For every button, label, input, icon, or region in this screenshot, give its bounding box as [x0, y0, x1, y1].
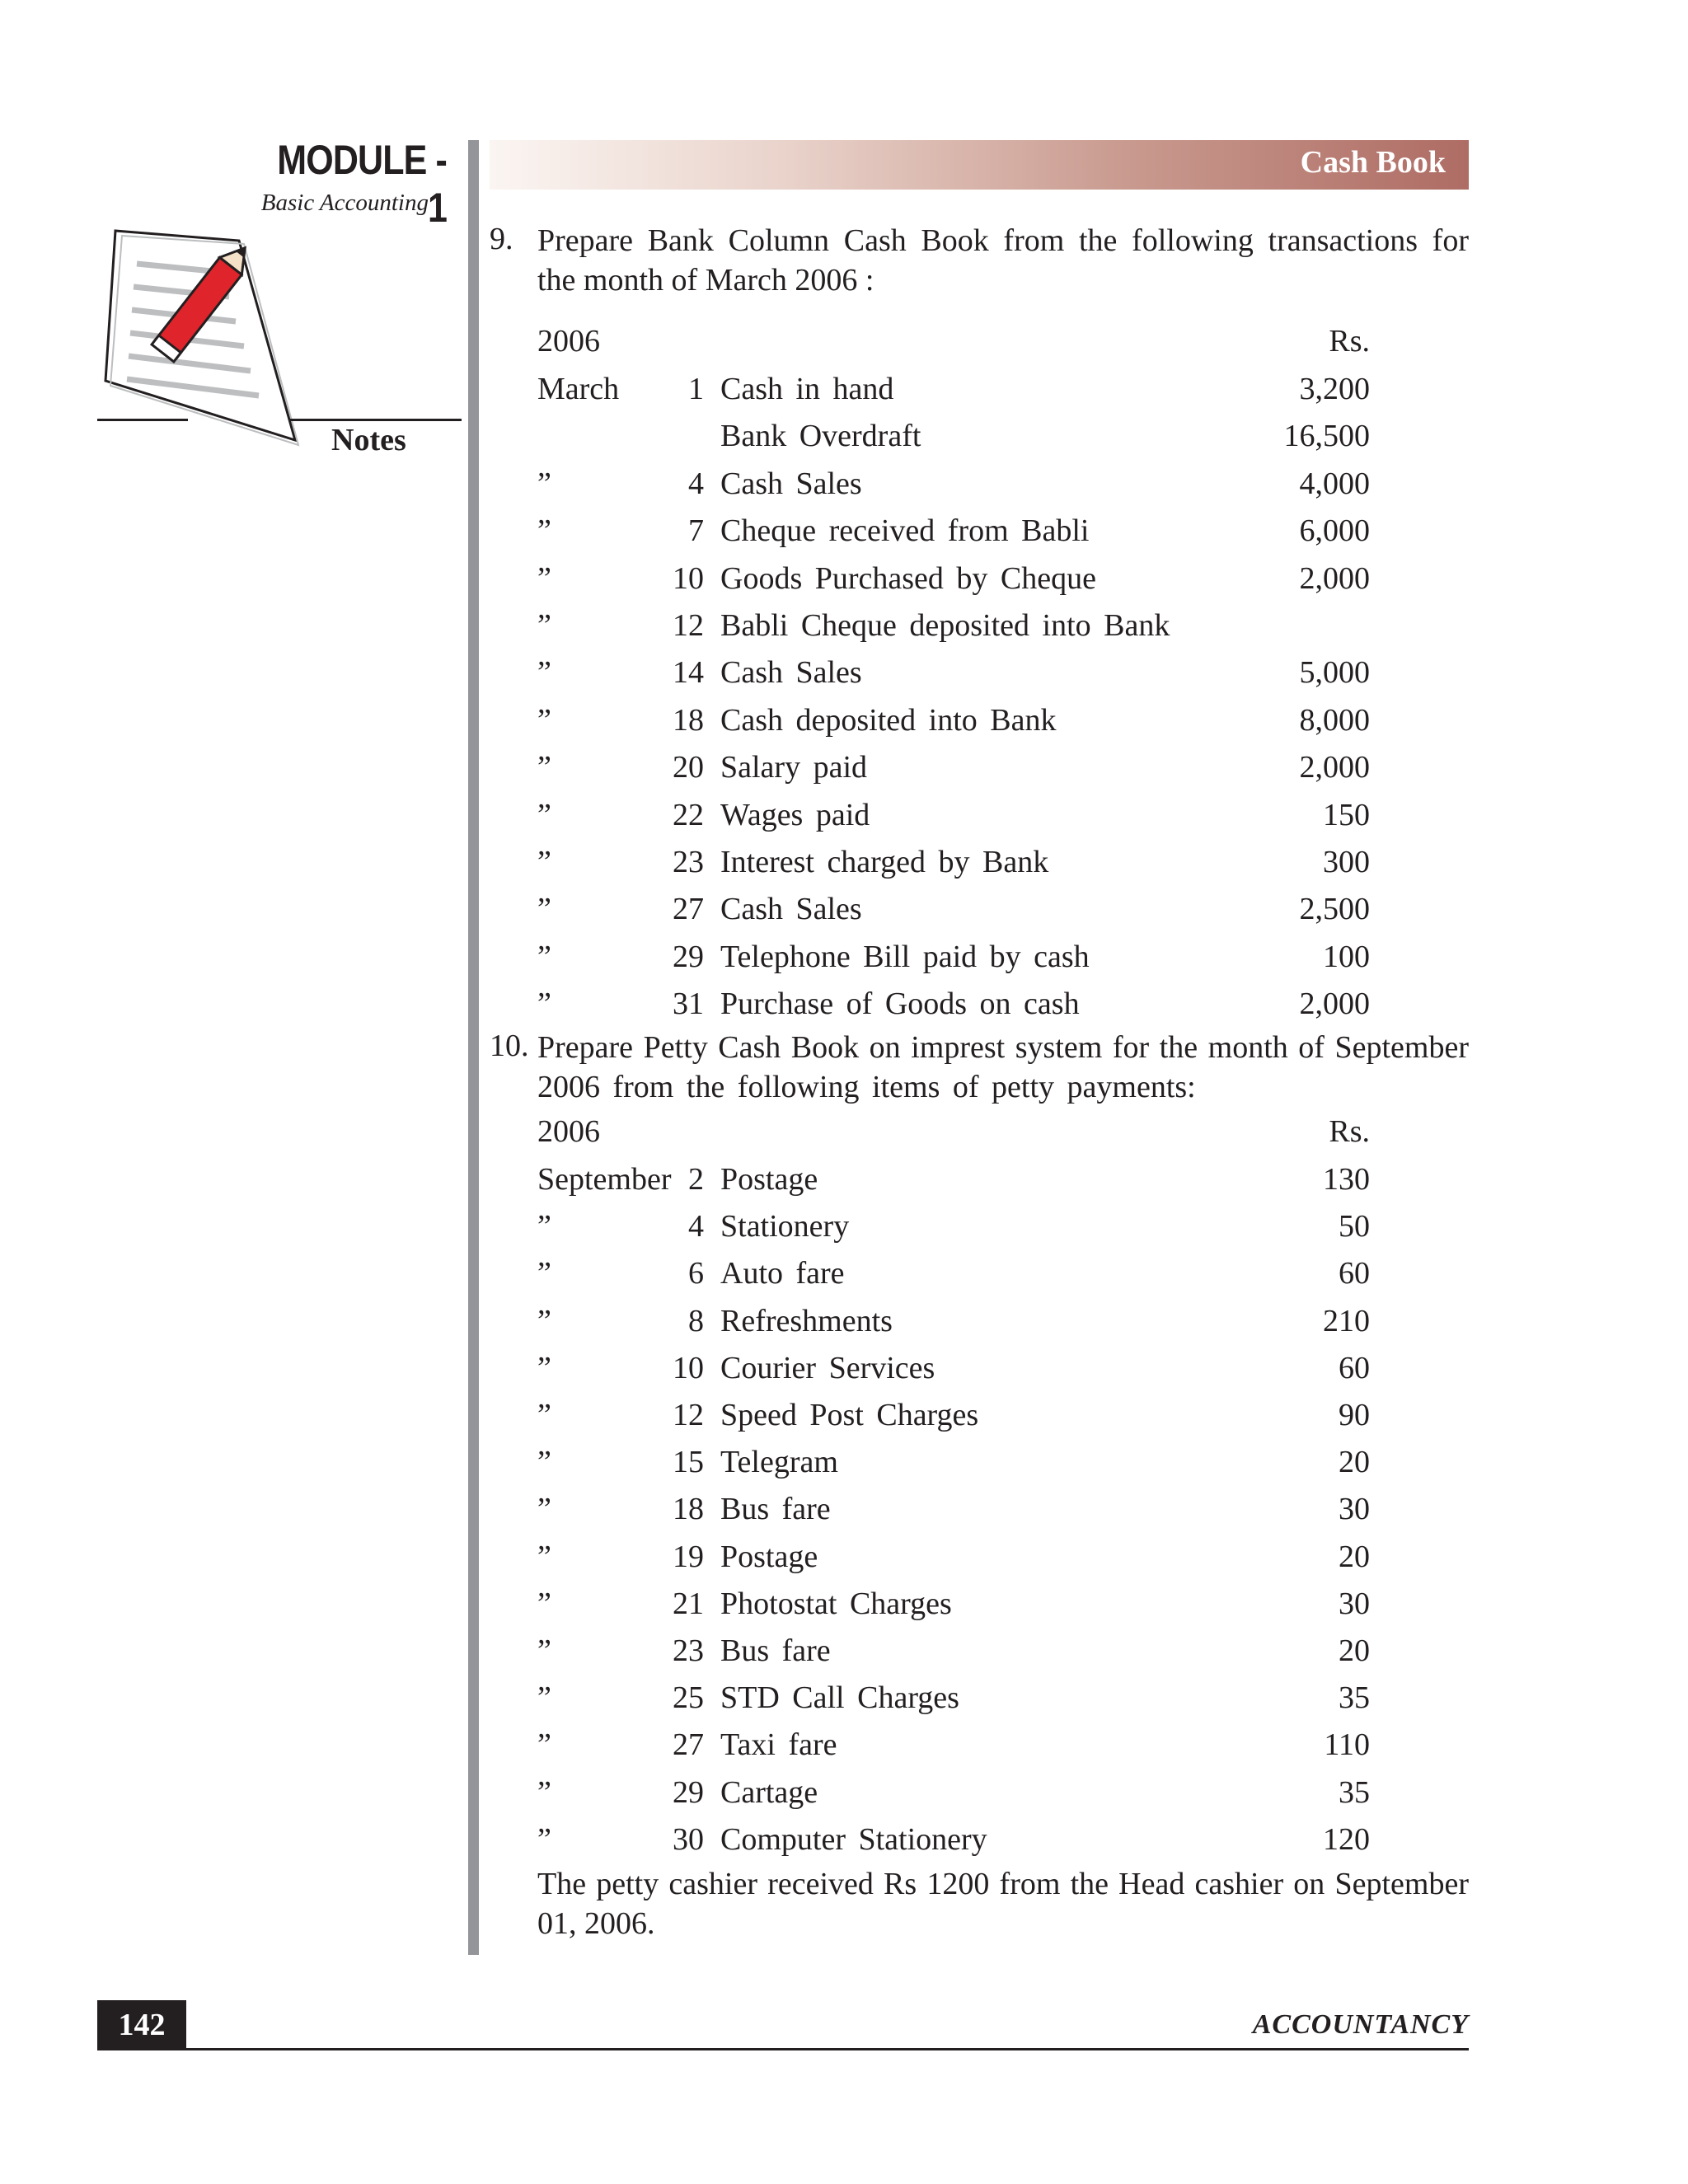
row-amount: 210	[1323, 1303, 1370, 1338]
row-description: Interest charged by Bank	[720, 845, 1049, 879]
row-description: Postage	[720, 1539, 818, 1574]
row-description: Cartage	[720, 1774, 818, 1810]
row-description: Goods Purchased by Cheque	[720, 560, 1096, 596]
table-row	[537, 1397, 1370, 1440]
row-description: Purchase of Goods on cash	[720, 987, 1080, 1022]
row-amount: 5,000	[1299, 655, 1370, 691]
row-description: Cheque received from Babli	[720, 513, 1090, 549]
row-day: 31	[673, 987, 704, 1022]
q9-header-row	[537, 323, 1370, 366]
row-month: ”	[537, 1633, 551, 1668]
row-month: ”	[537, 1727, 551, 1763]
q9-year: 2006	[537, 324, 600, 359]
table-row	[537, 513, 1370, 555]
row-month: ”	[537, 1586, 551, 1621]
row-day: 4	[688, 1209, 704, 1244]
module-subtitle: Basic Accounting	[260, 190, 429, 216]
row-amount: 35	[1339, 1774, 1370, 1810]
q10-line2: 2006 from the following items of petty payments:	[537, 1070, 1196, 1104]
row-month: ”	[537, 608, 551, 643]
row-description: Bus fare	[720, 1492, 831, 1527]
row-month: ”	[537, 1539, 551, 1574]
row-amount: 20	[1339, 1539, 1370, 1574]
table-row	[537, 1161, 1370, 1204]
notes-pencil-icon	[97, 224, 320, 463]
row-month: ”	[537, 1303, 551, 1338]
table-row	[537, 371, 1370, 414]
row-amount: 20	[1339, 1633, 1370, 1668]
row-description: Bus fare	[720, 1633, 831, 1668]
q10-currency: Rs.	[1329, 1114, 1370, 1149]
notes-rule-left	[97, 419, 188, 421]
row-day: 19	[673, 1539, 704, 1574]
row-description: Cash Sales	[720, 892, 862, 927]
q9-currency: Rs.	[1329, 324, 1370, 359]
row-amount: 60	[1339, 1350, 1370, 1385]
row-month: ”	[537, 797, 551, 832]
row-day: 27	[673, 892, 704, 927]
table-row	[537, 1539, 1370, 1582]
table-row	[537, 1821, 1370, 1864]
row-amount: 16,500	[1283, 419, 1370, 454]
row-month: ”	[537, 892, 551, 927]
row-description: Babli Cheque deposited into Bank	[720, 608, 1170, 643]
row-description: Bank Overdraft	[720, 419, 921, 454]
row-amount: 2,000	[1299, 750, 1370, 785]
q10-header-row	[537, 1113, 1370, 1156]
row-description: Photostat Charges	[720, 1586, 952, 1621]
row-month: ”	[537, 466, 551, 501]
row-month: ”	[537, 845, 551, 879]
row-day: 14	[673, 655, 704, 691]
row-amount: 90	[1339, 1398, 1370, 1432]
row-amount: 30	[1339, 1492, 1370, 1527]
notes-label: Notes	[331, 423, 406, 457]
table-row	[537, 939, 1370, 982]
row-amount: 100	[1323, 939, 1370, 974]
row-month: ”	[537, 1492, 551, 1527]
page-number: 142	[97, 2000, 186, 2050]
table-row	[537, 1727, 1370, 1769]
footer-subject: ACCOUNTANCY	[1252, 2009, 1469, 2040]
row-day: 15	[673, 1445, 704, 1480]
notes-rule-right	[290, 419, 462, 421]
row-amount: 300	[1323, 845, 1370, 879]
table-row	[537, 1255, 1370, 1298]
row-amount: 20	[1339, 1445, 1370, 1480]
row-amount: 2,000	[1299, 560, 1370, 596]
row-amount: 8,000	[1299, 702, 1370, 738]
row-amount: 60	[1339, 1256, 1370, 1291]
section-header	[490, 140, 1469, 190]
row-day: 10	[673, 1350, 704, 1385]
row-day: 2	[688, 1162, 704, 1197]
row-day: 22	[673, 797, 704, 832]
row-amount: 3,200	[1299, 372, 1370, 406]
row-day: 29	[673, 1774, 704, 1810]
row-amount: 150	[1323, 797, 1370, 832]
table-row	[537, 986, 1370, 1029]
table-row	[537, 466, 1370, 509]
row-day: 7	[688, 513, 704, 549]
row-amount: 120	[1323, 1821, 1370, 1857]
row-description: Computer Stationery	[720, 1821, 987, 1857]
row-month: ”	[537, 1774, 551, 1810]
table-row	[537, 891, 1370, 934]
row-day: 6	[688, 1256, 704, 1291]
row-description: Auto fare	[720, 1256, 845, 1291]
row-day: 8	[688, 1303, 704, 1338]
module-title: MODULE - 1	[277, 137, 447, 231]
table-row	[537, 560, 1370, 603]
row-description: Cash deposited into Bank	[720, 702, 1057, 738]
row-day: 27	[673, 1727, 704, 1763]
table-row	[537, 1633, 1370, 1675]
row-day: 23	[673, 845, 704, 879]
table-row	[537, 1444, 1370, 1487]
table-row	[537, 1350, 1370, 1393]
row-description: Courier Services	[720, 1350, 935, 1385]
row-day: 4	[688, 466, 704, 501]
table-row	[537, 1491, 1370, 1534]
row-month: ”	[537, 702, 551, 738]
q10-closing-line2: 01, 2006.	[537, 1906, 655, 1941]
row-description: Cash Sales	[720, 655, 862, 691]
row-month: ”	[537, 1350, 551, 1385]
row-month: ”	[537, 1209, 551, 1244]
row-month: ”	[537, 1821, 551, 1857]
q9-line2: the month of March 2006 :	[537, 263, 874, 298]
q10-closing-line1: The petty cashier received Rs 1200 from the Head cashier on September	[537, 1867, 1469, 1901]
table-row	[537, 797, 1370, 840]
row-day: 18	[673, 702, 704, 738]
row-amount: 130	[1323, 1162, 1370, 1197]
row-day: 23	[673, 1633, 704, 1668]
row-description: Speed Post Charges	[720, 1398, 979, 1432]
row-month: ”	[537, 750, 551, 785]
row-month: ”	[537, 560, 551, 596]
row-description: Postage	[720, 1162, 818, 1197]
row-description: Stationery	[720, 1209, 850, 1244]
table-row	[537, 1680, 1370, 1722]
row-day: 12	[673, 608, 704, 643]
table-row	[537, 1208, 1370, 1251]
row-description: Taxi fare	[720, 1727, 837, 1763]
row-month: ”	[537, 1398, 551, 1432]
table-row	[537, 1586, 1370, 1629]
row-month: ”	[537, 987, 551, 1022]
table-row	[537, 607, 1370, 650]
row-day: 30	[673, 1821, 704, 1857]
row-day: 20	[673, 750, 704, 785]
row-month: ”	[537, 655, 551, 691]
row-amount: 2,500	[1299, 892, 1370, 927]
row-description: Cash in hand	[720, 372, 894, 406]
row-day: 12	[673, 1398, 704, 1432]
row-month: ”	[537, 939, 551, 974]
row-month: ”	[537, 1680, 551, 1716]
table-row	[537, 1303, 1370, 1346]
row-description: Refreshments	[720, 1303, 893, 1338]
row-month: September	[537, 1162, 672, 1197]
row-amount: 4,000	[1299, 466, 1370, 501]
table-row	[537, 749, 1370, 792]
margin-bar	[468, 140, 479, 1955]
row-month: ”	[537, 513, 551, 549]
table-row	[537, 844, 1370, 887]
row-amount: 35	[1339, 1680, 1370, 1716]
section-title: Cash Book	[1300, 145, 1446, 180]
table-row	[537, 654, 1370, 697]
row-amount: 6,000	[1299, 513, 1370, 549]
row-description: Cash Sales	[720, 466, 862, 501]
row-month: ”	[537, 1256, 551, 1291]
row-amount: 50	[1339, 1209, 1370, 1244]
row-description: Salary paid	[720, 750, 868, 785]
row-description: STD Call Charges	[720, 1680, 959, 1716]
row-month: ”	[537, 1445, 551, 1480]
row-day: 29	[673, 939, 704, 974]
q9-number: 9.	[490, 222, 513, 256]
row-amount: 2,000	[1299, 987, 1370, 1022]
row-day: 1	[688, 372, 704, 406]
table-row	[537, 702, 1370, 745]
row-amount: 30	[1339, 1586, 1370, 1621]
row-description: Wages paid	[720, 797, 870, 832]
row-day: 21	[673, 1586, 704, 1621]
table-row	[537, 1774, 1370, 1817]
table-row	[537, 418, 1370, 461]
row-month: March	[537, 372, 620, 406]
row-description: Telegram	[720, 1445, 838, 1480]
footer-rule	[97, 2048, 1469, 2050]
row-amount: 110	[1324, 1727, 1370, 1763]
row-day: 18	[673, 1492, 704, 1527]
q10-number: 10.	[490, 1029, 529, 1063]
row-description: Telephone Bill paid by cash	[720, 939, 1090, 974]
row-day: 10	[673, 560, 704, 596]
q9-line1: Prepare Bank Column Cash Book from the following transactions for	[537, 223, 1469, 258]
row-day: 25	[673, 1680, 704, 1716]
q10-year: 2006	[537, 1114, 600, 1149]
q10-line1: Prepare Petty Cash Book on imprest system for the month of September	[537, 1030, 1469, 1065]
